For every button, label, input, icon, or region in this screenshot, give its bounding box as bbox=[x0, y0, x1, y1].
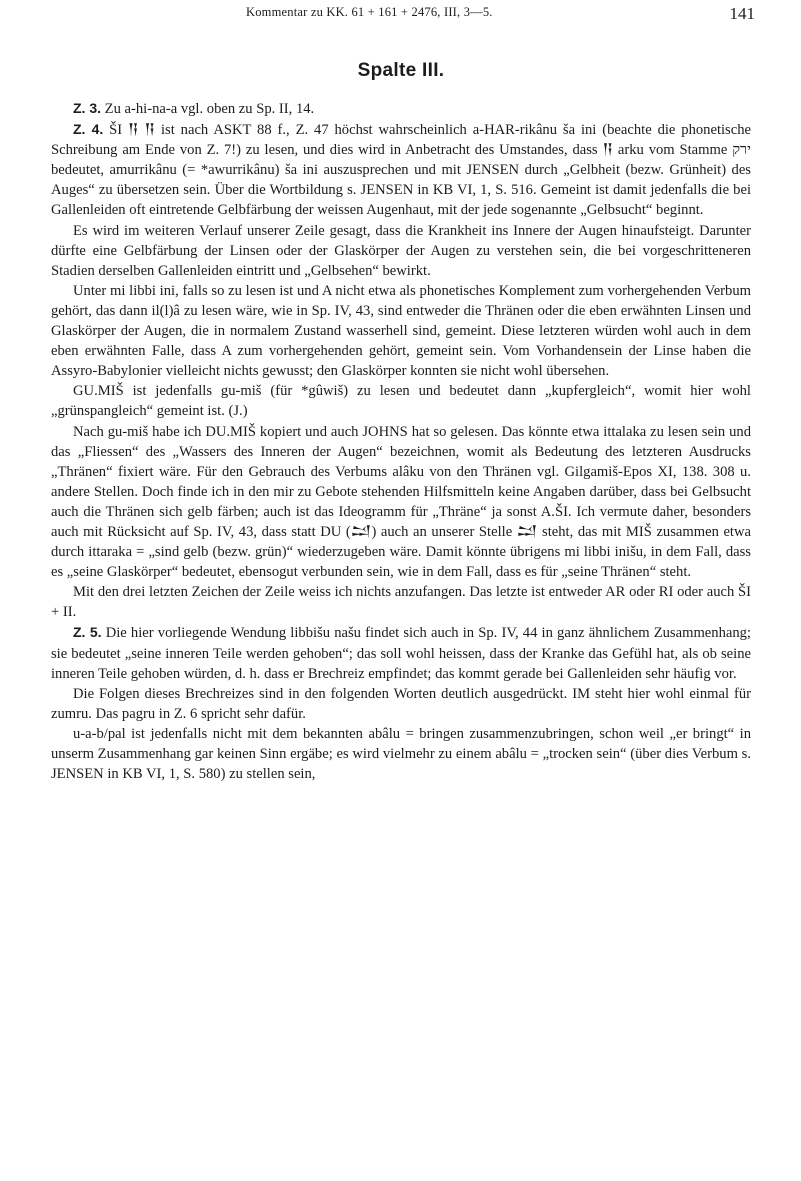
section-title: Spalte III. bbox=[357, 60, 445, 81]
paragraph bbox=[51, 281, 751, 381]
paragraph-z4 bbox=[51, 119, 751, 220]
paragraph-text: Es wird im weiteren Verlauf unserer Zeile gesagt, dass die Krankheit ins Innere der Augen hinaufsteigt. Darunter dürfte eine Gelbfärbung der Linsen oder der Glaskörper der Augen zu verstehen sein, die bei vorgeschritteneren Stadien derselben Gallenleiden eintritt und „Gelbsehen“ bewirkt. bbox=[51, 222, 751, 279]
paragraph bbox=[51, 582, 751, 622]
paragraph-text: Zu a-hi-na-a vgl. oben zu Sp. II, 14. bbox=[101, 101, 315, 117]
paragraph-text: u-a-b/pal ist jedenfalls nicht mit dem bekannten abâlu = bringen zusammenzubringen, schon weil „er bringt“ in unserm Zusammenhang gar keinen Sinn ergäbe; es wird vielmehr zu einem abâlu = „trocken sein“ (über dies Verbum s. JENSEN in KB VI, 1, S. 580) zu stellen sein, bbox=[51, 725, 751, 783]
paragraph-z5 bbox=[51, 622, 751, 683]
paragraph-text: Mit den drei letzten Zeichen der Zeile weiss ich nichts anzufangen. Das letzte ist entweder AR oder RI oder auch ŠI + II. bbox=[51, 584, 751, 621]
paragraph bbox=[51, 724, 751, 784]
paragraph-text: Unter mi libbi ini, falls so zu lesen ist und A nicht etwa als phonetisches Komplement zum vorhergehenden Verbum gehört, das dann il(l)â zu lesen wäre, wie in Sp. IV, 43, sind entweder die Thränen oder die eben erwähnten Linsen und Glaskörper der Augen, die in normalem Zustand wasserhell sind, gemeint. Diese letzteren würden wohl auch in dem eben erwähnten Falle, dass A zum vorhergehenden gehört, gemeint sein. Vom Vorhandensein der Linse haben die Assyro-Babylonier vielleicht nichts gewusst; den Glaskörper konnten sie nicht wohl übersehen. bbox=[51, 282, 751, 380]
paragraph bbox=[51, 221, 751, 281]
paragraph-text: GU.MIŠ ist jedenfalls gu-miš (für *gûwiš) zu lesen und bedeutet dann „kupfergleich“, womit hier wohl „grünspangleich“ gemeint ist. (J.) bbox=[51, 383, 751, 420]
page-number: 141 bbox=[729, 4, 755, 23]
paragraph-z3 bbox=[51, 98, 751, 119]
paragraph-text: Nach gu-miš habe ich DU.MIŠ kopiert und auch JOHNS hat so gelesen. Das könnte etwa ittalaka zu lesen sein und das „Fliessen“ des „Wassers des Inneren der Augen“ bezeichnen, womit als Bedeutung des letzteren Ausdrucks „Thränen“ fixiert wäre. Für den Gebrauch des Verbums alâku von den Thränen vgl. Gilgamiš-Epos XI, 138. 308 u. andere Stellen. Doch finde ich in den mir zu Gebote stehenden Hilfsmitteln keine Angaben darüber, dass bei Gelbsucht auch die Thränen sich gelb färben; auch ist das Ideogramm für „Thräne“ ja sonst A.ŠI. Ich vermute daher, besonders auch mit Rücksicht auf Sp. IV, 43, dass statt DU (𒁺) auch an unserer Stelle 𒁺 steht, das mit MIŠ zusammen etwa durch ittaraka = „sind gelb (bezw. grün)“ wiederzugeben wäre. Damit könnte übrigens mi libbi inišu, in dem Fall, dass es „seine Glaskörper“ bedeutet, ebensogut verbunden sein, wie in dem Fall, dass es für „seine Thränen“ steht. bbox=[51, 423, 751, 581]
paragraph bbox=[51, 684, 751, 724]
commentary-body bbox=[51, 98, 751, 784]
running-header: Kommentar zu KK. 61 + 161 + 2476, III, 3—5. bbox=[246, 5, 493, 19]
page bbox=[51, 4, 755, 784]
paragraph bbox=[51, 381, 751, 421]
paragraph-text: Die Folgen dieses Brechreizes sind in den folgenden Worten deutlich ausgedrückt. IM steht hier wohl einmal für zumru. Das pagru in Z. 6 spricht sehr dafür. bbox=[51, 685, 751, 722]
line-label: Z. 4. bbox=[73, 121, 104, 138]
paragraph bbox=[51, 422, 751, 583]
paragraph-text: Die hier vorliegende Wendung libbišu našu findet sich auch in Sp. IV, 44 in ganz ähnlichem Zusammenhang; sie bedeutet „seine inneren Teile werden gehoben“; das soll wohl heissen, dass der Kranke das Gefühl hat, als ob seine inneren Teile gehoben würden, d. h. dass er Brechreiz empfindet; das kommt gerade bei Gallenleiden sehr häufig vor. bbox=[51, 625, 751, 682]
line-label: Z. 3. bbox=[73, 100, 102, 116]
line-label: Z. 5. bbox=[73, 624, 102, 641]
paragraph-text: ŠI 𒀀 𒀀 ist nach ASKT 88 f., Z. 47 höchst wahrscheinlich a-HAR-rikânu ša ini (beachte die phonetische Schreibung am Ende von Z. 7!) zu lesen, und dies wird in Anbetracht des Umstandes, dass 𒀀 arku vom Stamme ירק bedeutet, amurrikânu (= *awurrikânu) ša ini auszusprechen und mit JENSEN durch „Gelbheit (bezw. Grünheit) des Auges“ zu übersetzen sein. Über die Wortbildung s. JENSEN in KB VI, 1, S. 516. Gemeint ist damit jedenfalls die bei Gallenleiden oft eintretende Gelbfärbung der weissen Augenhaut, mit der jede sogenannte „Gelbsucht“ beginnt. bbox=[51, 122, 751, 219]
